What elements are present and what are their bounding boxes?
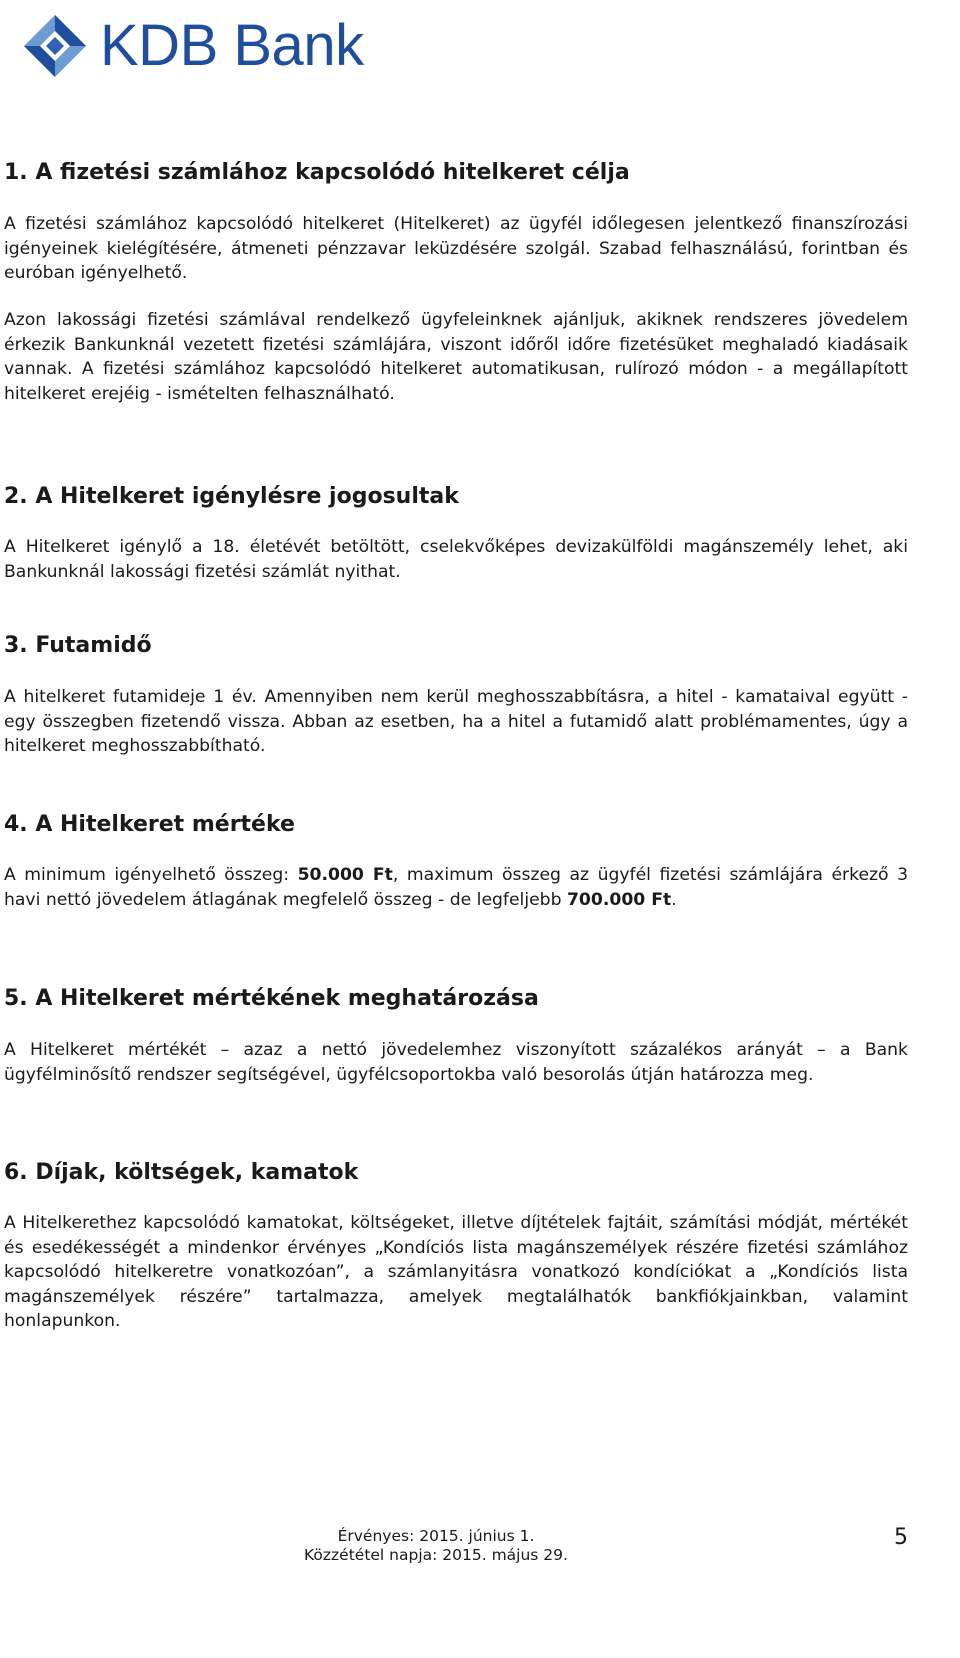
section-1-heading: 1. A fizetési számlához kapcsolódó hitelkeret célja — [4, 160, 630, 185]
section-4-paragraph — [4, 863, 908, 912]
published-line: Közzététel napja: 2015. május 29. — [304, 1546, 568, 1564]
section-4-heading: 4. A Hitelkeret mértéke — [4, 812, 295, 837]
min-amount-value: 50.000 Ft — [297, 865, 393, 885]
section-1-paragraph-1: A fizetési számlához kapcsolódó hitelkeret (Hitelkeret) az ügyfél időlegesen jelentkező finanszírozási igényeinek kielégítésére, átmeneti pénzzavar leküzdésére szolgál. Szabad felhasználású, forintban és euróban igényelhető. — [4, 214, 908, 283]
page-footer — [0, 1527, 872, 1565]
valid-from-line: Érvényes: 2015. június 1. — [337, 1527, 535, 1545]
max-amount-value: 700.000 Ft — [566, 889, 672, 910]
section-2-heading: 2. A Hitelkeret igénylésre jogosultak — [4, 484, 459, 509]
section-2-paragraph: A Hitelkeret igénylő a 18. életévét betöltött, cselekvőképes devizakülföldi magánszemély lehet, aki Bankunknál lakossági fizetési számlát nyithat. — [4, 537, 908, 582]
page-number: 5 — [894, 1525, 908, 1550]
period: . — [671, 889, 677, 910]
section-6-heading: 6. Díjak, költségek, kamatok — [4, 1160, 359, 1185]
section-6-paragraph: A Hitelkerethez kapcsolódó kamatokat, költségeket, illetve díjtételek fajtáit, számítási módját, mértékét és esedékességét a mindenkor érvényes „Kondíciós lista magánszemélyek részére fizetési számlához kapcsolódó hitelkeretre vonatkozóan”, a számlanyitásra vonatkozó kondíciókat a „Kondíciós lista magánszemélyek részére” tartalmazza, amelyek megtalálhatók bankfiókjainkban, valamint honlapunkon. — [4, 1213, 908, 1331]
logo-text: KDB Bank — [100, 13, 364, 78]
max-amount-text: , maximum összeg az ügyfél fizetési számlájára érkező 3 havi nettó jövedelem átlagának megfelelő összeg - de legfeljebb — [4, 865, 909, 910]
section-3-paragraph: A hitelkeret futamideje 1 év. Amennyiben nem kerül meghosszabbításra, a hitel - kamataival együtt - egy összegben fizetendő vissza. Abban az esetben, ha a hitel a futamidő alatt problémamentes, úgy a hitelkeret meghosszabbítható. — [4, 687, 908, 756]
section-3-heading: 3. Futamidő — [4, 633, 152, 658]
section-5-heading: 5. A Hitelkeret mértékének meghatározása — [4, 986, 539, 1011]
kdb-bank-logo — [22, 8, 364, 84]
kdb-logo-icon — [22, 13, 88, 79]
section-5-paragraph: A Hitelkeret mértékét – azaz a nettó jövedelemhez viszonyított százalékos arányát – a Bank ügyfélminősítő rendszer segítségével, ügyfélcsoportokba való besorolás útján határozza meg. — [4, 1040, 908, 1085]
min-amount-text: A minimum igényelhető összeg: — [4, 865, 298, 885]
section-1-paragraph-2: Azon lakossági fizetési számlával rendelkező ügyfeleinknek ajánljuk, akiknek rendszeres jövedelem érkezik Bankunknál vezetett fizetési számlájára, viszont időről időre fizetésüket meghaladó kiadásaik vannak. A fizetési számlához kapcsolódó hitelkeret automatikusan, rulírozó módon - a megállapított hitelkeret erejéig - ismételten felhasználható. — [4, 310, 908, 404]
